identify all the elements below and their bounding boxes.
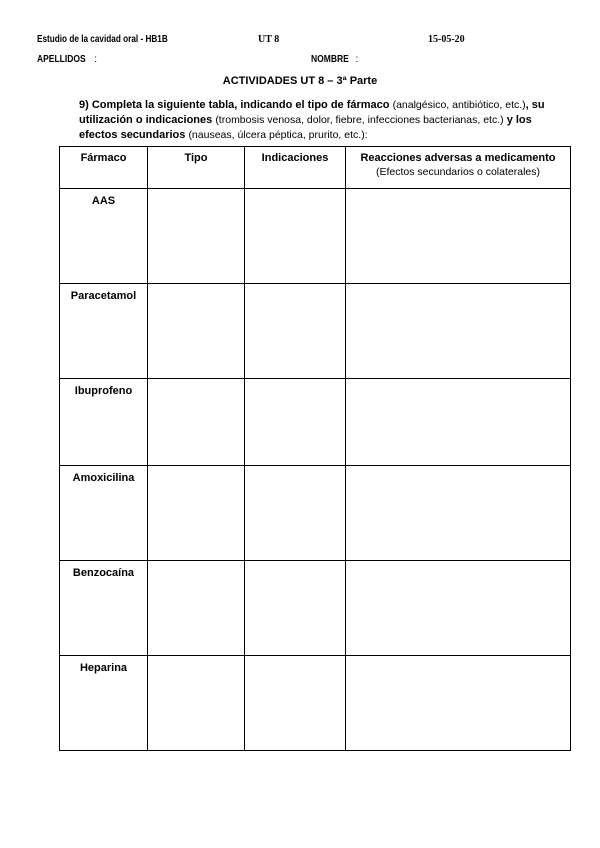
- apellidos-field: APELLIDOS :: [37, 54, 98, 65]
- apellidos-label: APELLIDOS: [37, 54, 86, 65]
- table-row: [60, 379, 571, 466]
- drug-cell: Benzocaína: [60, 561, 148, 656]
- column-header-reacciones: Reacciones adversas a medicamento (Efectos secundarios o colaterales): [346, 147, 571, 189]
- column-header-indicaciones: Indicaciones: [245, 147, 346, 189]
- reacciones-cell[interactable]: [346, 189, 571, 284]
- table-row: [60, 189, 571, 284]
- reacciones-cell[interactable]: [346, 466, 571, 561]
- tipo-cell[interactable]: [148, 189, 245, 284]
- indicaciones-cell[interactable]: [245, 284, 346, 379]
- date-label: 15-05-20: [428, 34, 465, 45]
- table-row: [60, 284, 571, 379]
- indicaciones-cell[interactable]: [245, 561, 346, 656]
- reacciones-cell[interactable]: [346, 561, 571, 656]
- tipo-cell[interactable]: [148, 561, 245, 656]
- tipo-cell[interactable]: [148, 284, 245, 379]
- instruction-part1-example: (analgésico, antibiótico, etc.): [392, 99, 526, 111]
- drug-cell: Paracetamol: [60, 284, 148, 379]
- column-header-farmaco: Fármaco: [60, 147, 148, 189]
- column-subheader-efectos: (Efectos secundarios o colaterales): [376, 166, 540, 178]
- instruction-part2: , su utilización o indicaciones: [79, 99, 545, 126]
- nombre-label: NOMBRE: [311, 54, 349, 65]
- drug-cell: Amoxicilina: [60, 466, 148, 561]
- column-header-tipo: Tipo: [148, 147, 245, 189]
- drug-cell: AAS: [60, 189, 148, 284]
- indicaciones-cell[interactable]: [245, 189, 346, 284]
- tipo-cell[interactable]: [148, 656, 245, 751]
- indicaciones-cell[interactable]: [245, 656, 346, 751]
- drug-table: [59, 146, 571, 751]
- instruction-part2-example: (trombosis venosa, dolor, fiebre, infecciones bacterianas, etc.): [215, 114, 504, 126]
- reacciones-cell[interactable]: [346, 656, 571, 751]
- page-title: ACTIVIDADES UT 8 – 3ª Parte: [222, 75, 378, 87]
- reacciones-cell[interactable]: [346, 379, 571, 466]
- reacciones-cell[interactable]: [346, 284, 571, 379]
- instruction-part3-example: (nauseas, úlcera péptica, prurito, etc.):: [188, 129, 368, 141]
- table-row: [60, 656, 571, 751]
- indicaciones-cell[interactable]: [245, 466, 346, 561]
- drug-cell: Ibuprofeno: [60, 379, 148, 466]
- table-row: [60, 466, 571, 561]
- instructions-text: [79, 98, 569, 143]
- indicaciones-cell[interactable]: [245, 379, 346, 466]
- instruction-part3: y los efectos secundarios: [79, 114, 532, 141]
- table-row: [60, 561, 571, 656]
- tipo-cell[interactable]: [148, 466, 245, 561]
- nombre-field: NOMBRE :: [311, 54, 359, 65]
- course-title: Estudio de la cavidad oral - HB1B: [37, 34, 168, 45]
- table-header-row: [60, 147, 571, 189]
- tipo-cell[interactable]: [148, 379, 245, 466]
- instruction-number: 9): [79, 99, 89, 111]
- instruction-part1: Completa la siguiente tabla, indicando el tipo de fármaco: [91, 99, 390, 111]
- unit-label: UT 8: [258, 34, 280, 45]
- drug-cell: Heparina: [60, 656, 148, 751]
